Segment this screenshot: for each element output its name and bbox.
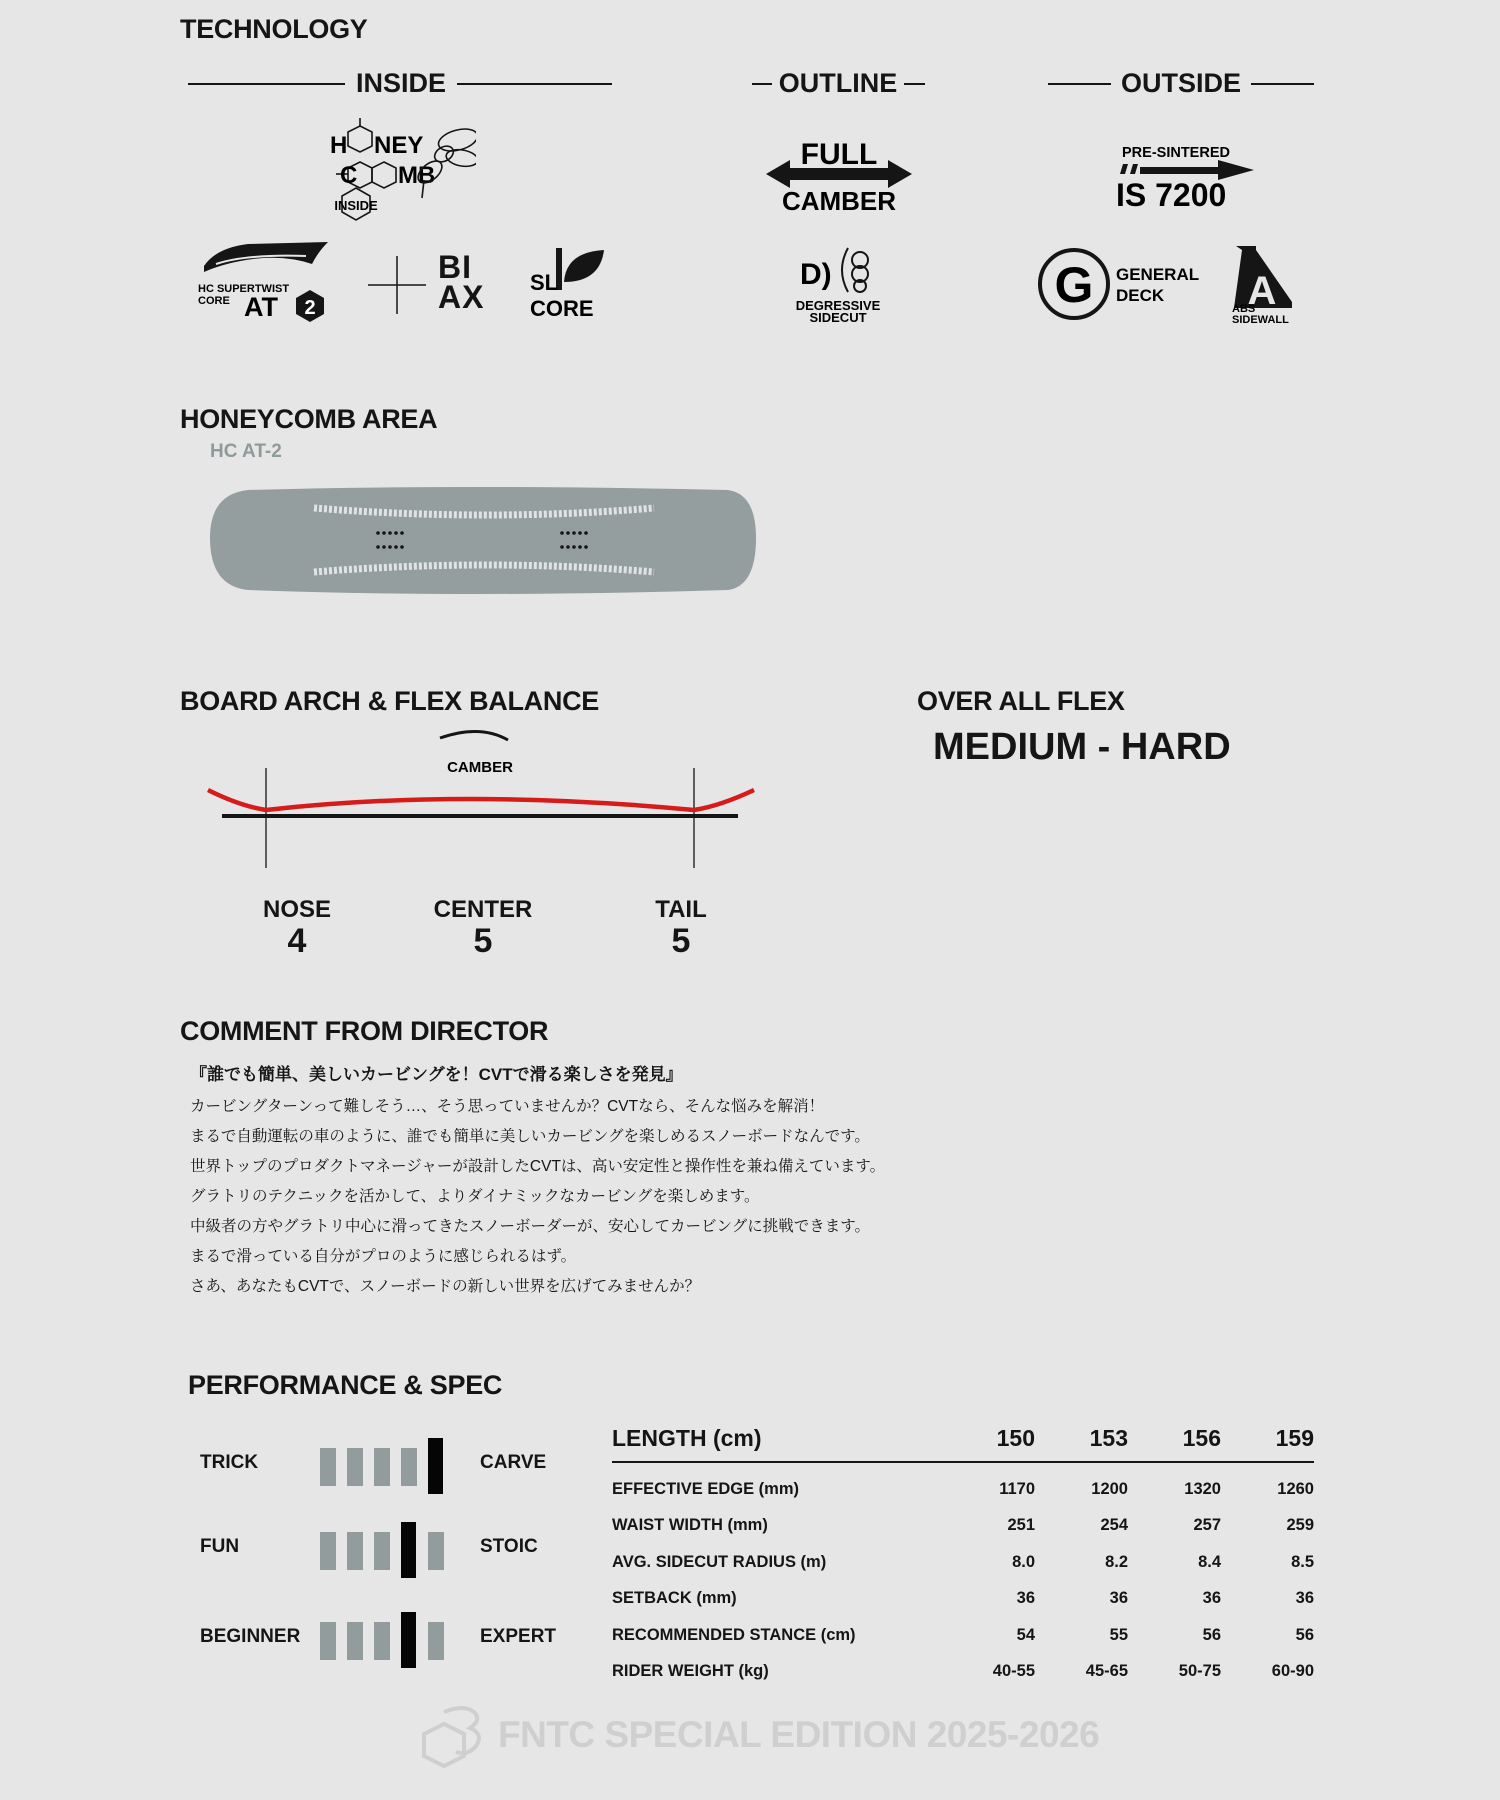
spec-cell: 8.2: [1105, 1552, 1128, 1571]
spec-cell: 257: [1193, 1516, 1221, 1535]
spec-cell: 1200: [1091, 1479, 1128, 1498]
spec-cell: 40-55: [992, 1662, 1035, 1681]
spec-header-cell: LENGTH (cm): [612, 1415, 942, 1462]
general-deck-logo: [1038, 246, 1208, 322]
honeycomb-ney: NEY: [374, 132, 424, 159]
outline-rule-left: [752, 83, 772, 85]
scale-left-label: BEGINNER: [200, 1626, 301, 1647]
spec-header-row: [612, 1415, 1314, 1462]
nose-value: 4: [287, 922, 307, 960]
spec-cell: 36: [1109, 1589, 1128, 1608]
comment-line: カービングターンって難しそう…、そう思っていませんか？CVTなら、そんな悩みを解消！: [190, 1098, 825, 1115]
spec-cell: 36: [1016, 1589, 1035, 1608]
is7200-text: IS 7200: [1116, 177, 1227, 212]
honeycomb-area-title: HONEYCOMB AREA: [180, 404, 438, 434]
spec-label: EFFECTIVE EDGE (mm): [612, 1479, 800, 1498]
scale-marker: [320, 1532, 336, 1570]
spec-row: [612, 1654, 1314, 1691]
spec-row: [612, 1581, 1314, 1618]
performance-scales: [200, 1438, 580, 1678]
comment-line: グラトリのテクニックを活かして、よりダイナミックなカービングを楽しめます。: [190, 1188, 760, 1205]
outside-rule-left: [1048, 83, 1111, 85]
technology-title: TECHNOLOGY: [180, 14, 368, 44]
spec-cell: 56: [1202, 1625, 1221, 1644]
full-camber-logo: [764, 134, 914, 216]
arch-zone-tail: [611, 896, 751, 960]
scale-bars: [320, 1438, 440, 1494]
scale-marker: [374, 1448, 390, 1486]
degressive-sidecut-logo: [794, 244, 884, 326]
honeycomb-h: H: [330, 132, 348, 159]
honeycomb-area-subtitle: HC AT-2: [210, 441, 282, 462]
scale-right-label: EXPERT: [480, 1626, 557, 1647]
comment-tagline: 『誰でも簡単、美しいカービングを！CVTで滑る楽しさを発見』: [190, 1065, 683, 1084]
director-comment: [190, 1060, 885, 1302]
spec-cell: 1320: [1184, 1479, 1221, 1498]
honeycomb-mb: MB: [398, 162, 436, 189]
spec-cell: 1260: [1277, 1479, 1314, 1498]
scale-trick-carve: [200, 1438, 580, 1494]
tail-label: TAIL: [655, 896, 707, 923]
leaf-icon: [564, 250, 604, 282]
outline-rule-right: [904, 83, 925, 85]
spec-header-cell: 153: [1035, 1415, 1128, 1462]
hc-core-text: CORE: [198, 295, 230, 307]
arch-title: BOARD ARCH & FLEX BALANCE: [180, 686, 599, 716]
scale-fun-stoic: [200, 1522, 580, 1578]
honeycomb-c: C: [340, 162, 358, 189]
spec-row: [612, 1508, 1314, 1545]
arch-zone-center: [413, 896, 553, 960]
spec-cell: 56: [1295, 1625, 1314, 1644]
snowboard-honeycomb-diagram: [208, 486, 760, 596]
scale-marker: [428, 1532, 444, 1570]
spec-cell: 259: [1286, 1516, 1314, 1535]
scale-left-label: TRICK: [200, 1452, 259, 1473]
general-text: GENERAL: [1116, 265, 1200, 284]
spec-cell: 8.4: [1198, 1552, 1221, 1571]
scale-beginner-expert: [200, 1612, 580, 1668]
deck-text: DECK: [1116, 286, 1165, 305]
scale-right-label: STOIC: [480, 1536, 538, 1557]
abs-text: ABS: [1232, 303, 1256, 315]
camber-arc-icon: [440, 731, 508, 740]
comment-line: さあ、あなたもCVTで、スノーボードの新しい世界を広げてみませんか？: [190, 1278, 701, 1295]
spec-label: SETBACK (mm): [612, 1589, 737, 1608]
outline-header: OUTLINE: [778, 68, 898, 98]
hc-at-num: 2: [304, 297, 316, 319]
spec-cell: 45-65: [1085, 1662, 1128, 1681]
scale-right-label: CARVE: [480, 1452, 547, 1473]
scale-left-label: FUN: [200, 1536, 240, 1557]
scale-marker: [320, 1448, 336, 1486]
scale-marker: [320, 1622, 336, 1660]
sidewall-text: SIDEWALL: [1232, 314, 1289, 326]
scale-marker-selected: [428, 1438, 443, 1494]
hc-supertwist-core-logo: [196, 240, 336, 332]
scale-marker: [347, 1532, 363, 1570]
spec-label: RECOMMENDED STANCE (cm): [612, 1625, 856, 1644]
scale-marker: [374, 1622, 390, 1660]
performance-title: PERFORMANCE & SPEC: [188, 1370, 503, 1400]
scale-marker: [374, 1532, 390, 1570]
core-text: CORE: [530, 296, 594, 321]
comment-line: 世界トップのプロダクトマネージャーが設計したCVTは、高い安定性と操作性を兼ね備えています。: [190, 1158, 886, 1175]
scale-marker: [428, 1622, 444, 1660]
scale-bars: [320, 1612, 440, 1668]
overall-flex-value: MEDIUM - HARD: [933, 726, 1231, 768]
camber-profile-line: [208, 790, 754, 810]
sidecut-curve-icon: [842, 248, 868, 292]
nose-label: NOSE: [262, 896, 331, 923]
scale-marker: [401, 1448, 417, 1486]
tail-value: 5: [671, 922, 691, 960]
spec-cell: 8.0: [1012, 1552, 1035, 1571]
spec-row: [612, 1617, 1314, 1654]
camber-text: CAMBER: [781, 186, 897, 216]
comment-line: 中級者の方やグラトリ中心に滑ってきたスノーボーダーが、安心してカービングに挑戦できます。: [190, 1218, 870, 1235]
spec-cell: 1170: [999, 1479, 1035, 1498]
outside-header: OUTSIDE: [1120, 68, 1241, 98]
spec-cell: 50-75: [1178, 1662, 1221, 1681]
inside-rule-right: [457, 83, 612, 85]
board-arch-diagram: [200, 728, 760, 868]
center-label: CENTER: [433, 896, 533, 923]
spec-cell: 254: [1100, 1516, 1128, 1535]
scale-marker-selected: [401, 1522, 416, 1578]
spec-row: [612, 1544, 1314, 1581]
edition-footer: [418, 1704, 1098, 1768]
spec-cell: 8.5: [1291, 1552, 1314, 1571]
spec-label: WAIST WIDTH (mm): [612, 1516, 768, 1535]
hc-supertwist-text: HC SUPERTWIST: [198, 283, 290, 295]
honeycomb-inside-logo: [326, 118, 476, 228]
scale-bars: [320, 1522, 440, 1578]
comment-line: まるで自動運転の車のように、誰でも簡単に美しいカービングを楽しめるスノーボードなんです。: [190, 1128, 870, 1145]
spec-row: [612, 1471, 1314, 1508]
comment-title: COMMENT FROM DIRECTOR: [180, 1016, 549, 1046]
inside-rule-left: [188, 83, 345, 85]
spec-table: [612, 1415, 1314, 1690]
arch-zone-nose: [227, 896, 367, 960]
spec-header-cell: 159: [1221, 1415, 1314, 1462]
sidecut-text: SIDECUT: [809, 310, 867, 325]
spec-header-cell: 150: [942, 1415, 1035, 1462]
sl-text: SL: [530, 270, 559, 295]
spec-label: RIDER WEIGHT (kg): [612, 1662, 769, 1681]
biax-logo: [438, 249, 485, 315]
comment-line: まるで滑っている自分がプロのように感じられるはず。: [190, 1248, 577, 1265]
spec-cell: 54: [1016, 1625, 1035, 1644]
biax-line1: BI: [438, 249, 472, 285]
honeycomb-inside-text: INSIDE: [334, 198, 378, 213]
hc-at-text: AT: [244, 292, 278, 322]
biax-line2: AX: [438, 279, 485, 315]
sl-core-logo: [528, 244, 608, 322]
speed-lines-icon: [1120, 164, 1138, 174]
sidecut-d-icon: D): [800, 258, 832, 291]
snowboard-shape: [210, 487, 756, 594]
pre-sintered-base-logo: [1114, 140, 1260, 212]
brand-mark-icon: [418, 1704, 486, 1768]
plus-icon: [366, 254, 428, 316]
scale-marker-selected: [401, 1612, 416, 1668]
abs-letter: A: [1247, 269, 1277, 313]
overall-flex-title: OVER ALL FLEX: [917, 686, 1125, 716]
spec-cell: 251: [1007, 1516, 1035, 1535]
pre-sintered-text: PRE-SINTERED: [1122, 145, 1230, 161]
spec-label: AVG. SIDECUT RADIUS (m): [612, 1552, 827, 1571]
camber-label: CAMBER: [447, 759, 513, 776]
spec-cell: 36: [1202, 1589, 1221, 1608]
scale-marker: [347, 1448, 363, 1486]
footer-text: FNTC SPECIAL EDITION 2025-2026: [498, 1714, 1100, 1755]
g-letter: G: [1054, 257, 1094, 313]
inside-header: INSIDE: [355, 68, 447, 98]
full-text: FULL: [800, 138, 878, 171]
degressive-text: DEGRESSIVE: [795, 298, 881, 313]
spec-cell: 55: [1109, 1625, 1128, 1644]
center-value: 5: [473, 922, 493, 960]
spec-cell: 60-90: [1271, 1662, 1314, 1681]
scale-marker: [347, 1622, 363, 1660]
spec-cell: 36: [1295, 1589, 1314, 1608]
outside-rule-right: [1251, 83, 1314, 85]
spec-header-cell: 156: [1128, 1415, 1221, 1462]
abs-sidewall-logo: [1228, 244, 1298, 326]
